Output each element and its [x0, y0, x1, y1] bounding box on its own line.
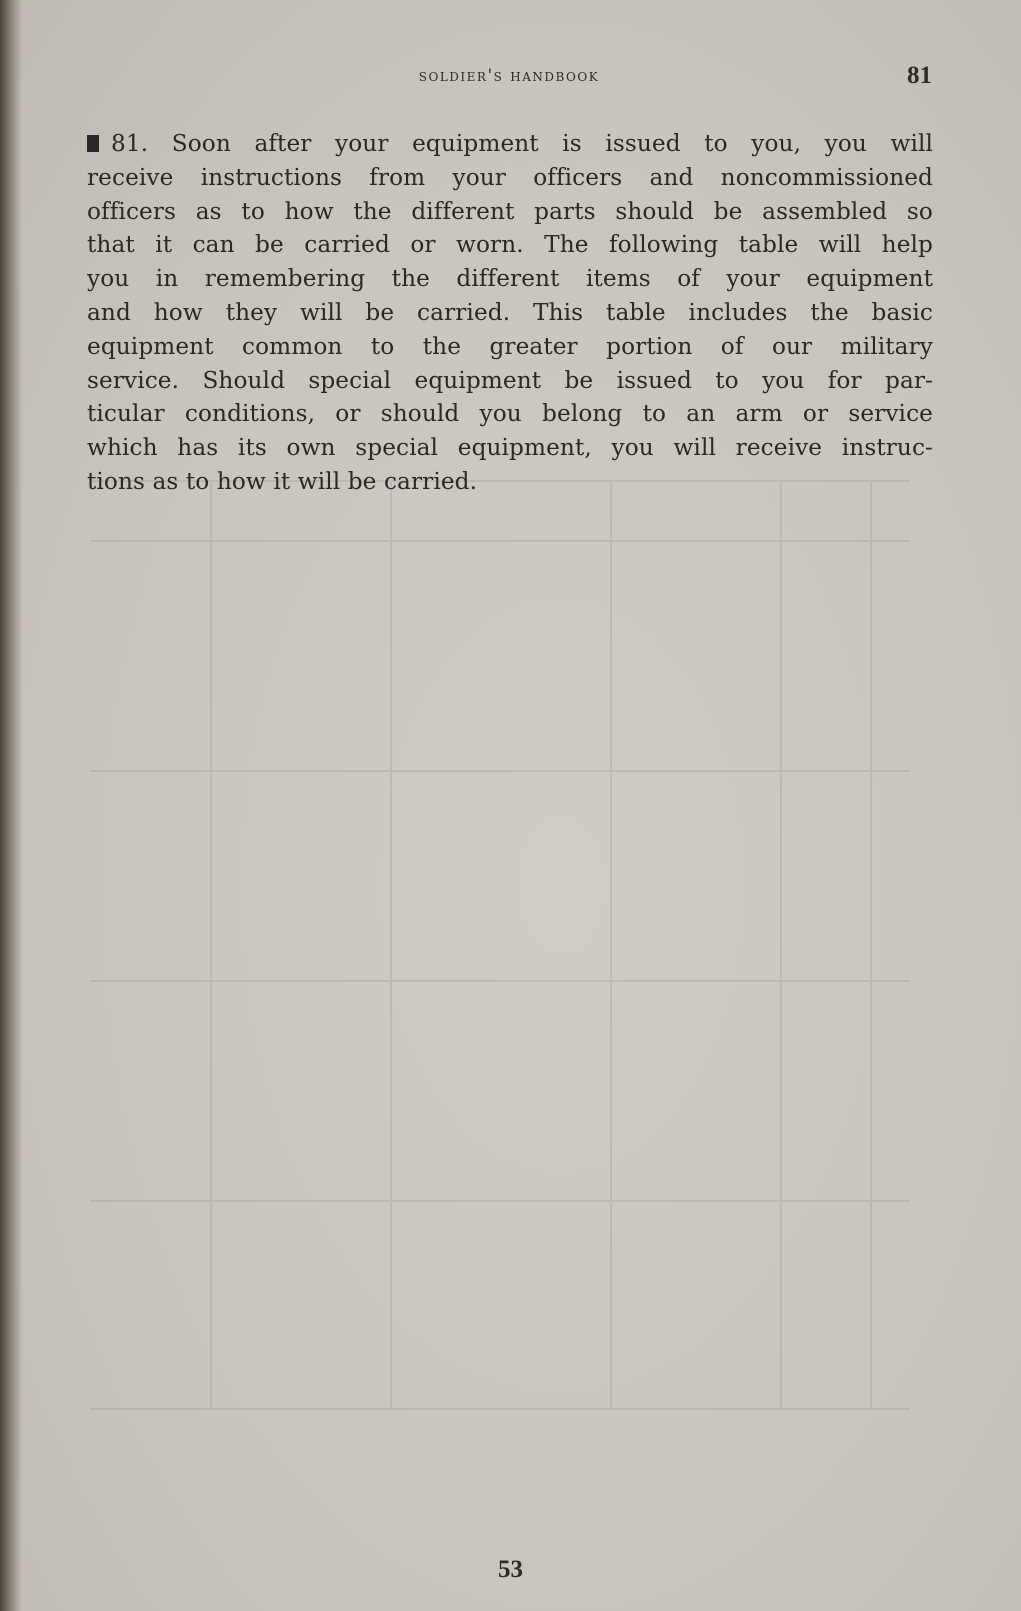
paragraph-line: 81. Soon after your equipment is issued to you, you will: [87, 127, 933, 161]
paragraph-line: officers as to how the different parts should be assembled so: [87, 197, 933, 225]
paragraph-line: that it can be carried or worn. The following table will help: [87, 231, 933, 259]
paragraph-line: equipment common to the greater portion of our military: [87, 332, 933, 360]
section-marker-icon: [87, 135, 99, 152]
running-title: soldier's handbook: [418, 66, 600, 86]
binding-edge: [0, 0, 22, 1611]
reverse-side-show-through: [90, 480, 910, 1410]
paragraph-line: service. Should special equipment be issued to you for par-: [87, 366, 933, 394]
paragraph-line: and how they will be carried. This table includes the basic: [87, 298, 933, 326]
paragraph-line: you in remembering the different items of your equipment: [87, 265, 933, 293]
paragraph-line: ticular conditions, or should you belong to an arm or service: [87, 400, 933, 428]
paragraph-line: receive instructions from your officers and noncommissioned: [87, 163, 933, 191]
section-number: 81: [907, 62, 932, 89]
paragraph-81: [87, 127, 933, 499]
paragraph-line: which has its own special equipment, you will receive instruc-: [87, 434, 933, 462]
running-head: [86, 62, 932, 92]
page-number: 53: [498, 1556, 523, 1583]
paragraph-line: tions as to how it will be carried.: [87, 467, 478, 495]
